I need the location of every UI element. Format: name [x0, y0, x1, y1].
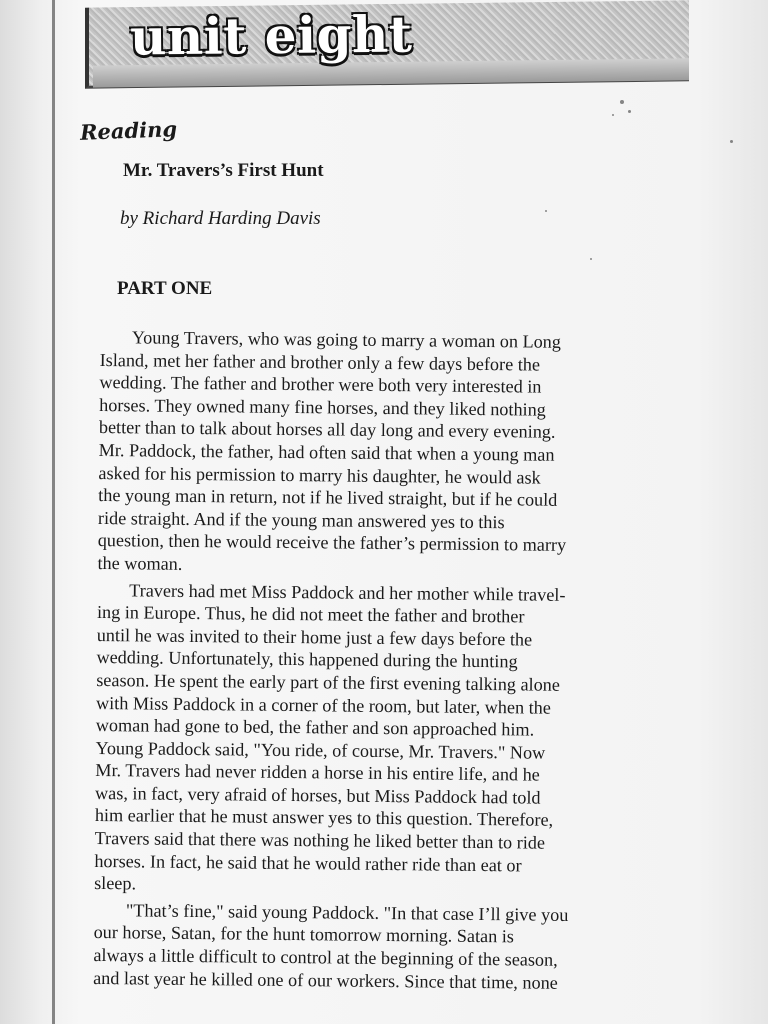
text-line: the young man in return, not if he lived straight, but if he could	[98, 485, 558, 510]
text-line: Mr. Travers had never ridden a horse in his entire life, and he	[95, 760, 540, 785]
text-line: horses. In fact, he said that he would rather ride than eat or	[94, 850, 522, 876]
text-line: and last year he killed one of our workers. Since that time, none	[93, 967, 558, 993]
story-byline: by Richard Harding Davis	[120, 208, 321, 229]
text-line: Travers said that there was nothing he liked better than to ride	[94, 828, 546, 853]
unit-title: unit eight	[129, 4, 413, 67]
scan-speck	[620, 100, 624, 104]
text-line: woman had gone to bed, the father and son approached him.	[95, 715, 535, 740]
text-line: always a little difficult to control at the beginning of the season,	[93, 944, 558, 970]
text-line: sleep.	[94, 873, 137, 894]
text-line: horses. They owned many fine horses, and they liked nothing	[99, 394, 546, 420]
section-label: Reading	[79, 116, 178, 145]
text-line: him earlier that he must answer yes to this question. Therefore,	[94, 805, 554, 831]
text-line: the woman.	[97, 552, 183, 574]
text-line: wedding. The father and brother were both very interested in	[99, 372, 542, 397]
text-line: ing in Europe. Thus, he did not meet the father and brother	[96, 602, 525, 627]
text-line: Mr. Paddock, the father, had often said that when a young man	[98, 439, 555, 465]
text-line: with Miss Paddock in a corner of the room, but later, when the	[95, 692, 552, 718]
scan-speck	[545, 210, 547, 212]
text-line: Travers had met Miss Paddock and her mother while travel-	[129, 579, 566, 605]
page-binding-edge	[52, 0, 55, 1024]
text-line: ride straight. And if the young man answered yes to this	[97, 507, 505, 532]
text-line: "That’s fine," said young Paddock. "In that case I’ll give you	[125, 900, 569, 925]
text-line: our horse, Satan, for the hunt tomorrow morning. Satan is	[93, 922, 515, 947]
story-title: Mr. Travers’s First Hunt	[123, 160, 324, 181]
story-paragraph	[93, 899, 662, 995]
text-line: question, then he would receive the father’s permission to marry	[97, 530, 567, 556]
scan-speck	[628, 110, 631, 113]
text-line: better than to talk about horses all day long and every evening.	[98, 417, 556, 443]
text-line: Young Travers, who was going to marry a woman on Long	[131, 327, 562, 352]
text-line: wedding. Unfortunately, this happened during the hunting	[96, 647, 518, 672]
text-line: season. He spent the early part of the first evening talking alone	[96, 669, 561, 695]
text-line: asked for his permission to marry his daughter, he would ask	[98, 462, 541, 488]
part-heading: PART ONE	[117, 278, 213, 299]
text-line: was, in fact, very afraid of horses, but Miss Paddock had told	[95, 782, 541, 808]
text-line: Young Paddock said, "You ride, of course, Mr. Travers." Now	[95, 737, 546, 763]
text-line: Island, met her father and brother only a few days before the	[99, 349, 541, 375]
story-body	[93, 326, 668, 995]
scan-speck	[590, 258, 592, 260]
story-paragraph	[97, 326, 668, 580]
story-paragraph	[94, 579, 665, 901]
scan-speck	[730, 140, 733, 143]
text-line: until he was invited to their home just a few days before the	[96, 624, 533, 650]
scan-speck	[612, 114, 614, 116]
